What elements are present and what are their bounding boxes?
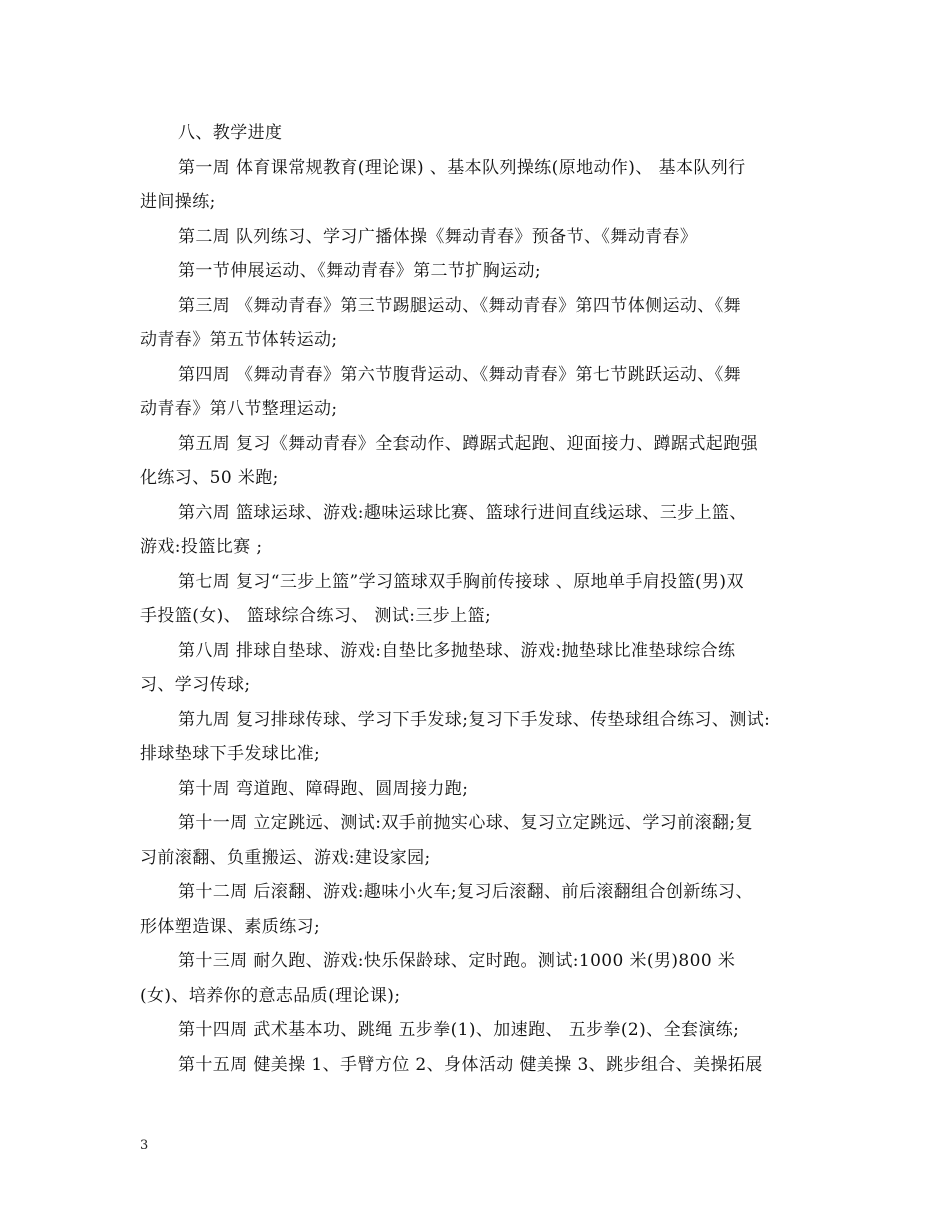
text-line: 形体塑造课、素质练习; xyxy=(140,916,321,937)
text-line: 第十四周 武术基本功、跳绳 五步拳(1)、加速跑、 五步拳(2)、全套演练; xyxy=(178,1020,740,1040)
section-heading: 八、教学进度 xyxy=(178,123,283,143)
text-line: 第十三周 耐久跑、游戏:快乐保龄球、定时跑。测试:1000 米(男)800 米 xyxy=(178,951,736,971)
text-line: 进间操练; xyxy=(140,192,216,212)
text-line: 第五周 复习《舞动青春》全套动作、蹲踞式起跑、迎面接力、蹲踞式起跑强 xyxy=(178,433,759,454)
text-line: 排球垫球下手发球比准; xyxy=(140,744,321,764)
text-line: 第十二周 后滚翻、游戏:趣味小火车;复习后滚翻、前后滚翻组合创新练习、 xyxy=(178,882,753,902)
text-line: (女)、培养你的意志品质(理论课); xyxy=(140,985,401,1006)
text-line: 第八周 排球自垫球、游戏:自垫比多抛垫球、游戏:抛垫球比准垫球综合练 xyxy=(178,640,736,661)
text-line: 第一周 体育课常规教育(理论课) 、基本队列操练(原地动作)、 基本队列行 xyxy=(178,157,746,178)
text-line: 手投篮(女)、 篮球综合练习、 测试:三步上篮; xyxy=(140,606,492,626)
text-line: 第十一周 立定跳远、测试:双手前抛实心球、复习立定跳远、学习前滚翻;复 xyxy=(178,813,753,833)
text-line: 动青春》第八节整理运动; xyxy=(140,399,338,419)
text-line: 习、学习传球; xyxy=(140,675,251,695)
text-line: 第四周 《舞动青春》第六节腹背运动、《舞动青春》第七节跳跃运动、《舞 xyxy=(178,364,742,385)
text-line: 第十五周 健美操 1、手臂方位 2、身体活动 健美操 3、跳步组合、美操拓展 xyxy=(178,1054,763,1075)
text-line: 第三周 《舞动青春》第三节踢腿运动、《舞动青春》第四节体侧运动、《舞 xyxy=(178,295,742,316)
text-line: 第十周 弯道跑、障碍跑、圆周接力跑; xyxy=(178,778,469,799)
text-line: 游戏:投篮比赛 ; xyxy=(140,537,263,557)
text-line: 化练习、50 米跑; xyxy=(140,468,279,488)
text-line: 第一节伸展运动、《舞动青春》第二节扩胸运动; xyxy=(178,261,542,281)
text-line: 动青春》第五节体转运动; xyxy=(140,330,338,350)
text-line: 第二周 队列练习、学习广播体操《舞动青春》预备节、《舞动青春》 xyxy=(178,226,698,247)
page-number: 3 xyxy=(140,1138,149,1153)
text-line: 第九周 复习排球传球、学习下手发球;复习下手发球、传垫球组合练习、测试: xyxy=(178,709,771,730)
text-line: 习前滚翻、负重搬运、游戏:建设家园; xyxy=(140,847,431,868)
text-line: 第七周 复习“三步上篮”学习篮球双手胸前传接球 、原地单手肩投篮(男)双 xyxy=(178,571,744,592)
document-body xyxy=(140,116,812,1082)
text-line: 第六周 篮球运球、游戏:趣味运球比赛、篮球行进间直线运球、三步上篮、 xyxy=(178,502,747,523)
